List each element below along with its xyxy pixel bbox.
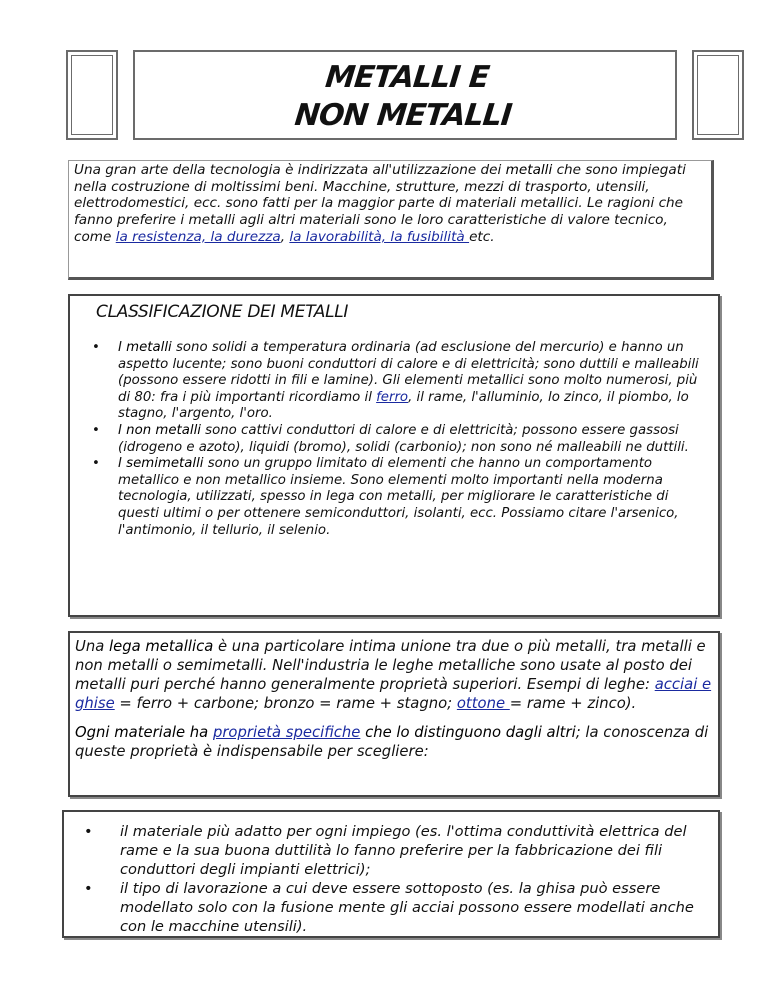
list-item: • I non metalli sono cattivi conduttori di calore e di elettricità; possono essere gassosi (idrogeno e azoto), liquidi (bromo), solidi (carbonio); non sono né malleabili ne duttili. — [118, 423, 712, 456]
list-item: • I semimetalli sono un gruppo limitato di elementi che hanno un comportamento metallico e non metallico insieme. Sono elementi molto importanti nella moderna tecnologia, utilizzati, spesso in lega con metalli, per migliorare le caratteristiche di questi ultimi o per ottenere semiconduttori, isolanti, ecc. Possiamo citare l'arsenico, l'antimonio, il tellurio, il selenio. — [118, 456, 712, 539]
uses-list — [64, 812, 718, 936]
link-resistenza[interactable]: la resistenza, la durezza — [115, 228, 281, 245]
proprieta-paragraph: Ogni materiale ha proprietà specifiche che lo distinguono dagli altri; la conoscenza di queste proprietà è indispensabile per scegliere: — [75, 724, 709, 760]
lega-section — [68, 631, 720, 797]
link-ottone[interactable]: ottone — [456, 695, 510, 712]
link-acciai-ghise[interactable]: acciai e ghise — [75, 676, 712, 712]
left-decor-box — [66, 50, 118, 140]
lega-paragraph: Una lega metallica è una particolare intima unione tra due o più metalli, tra metalli e non metalli o semimetalli. Nell'industria le leghe metalliche sono usate al posto dei metalli puri perché hanno generalmente proprietà superiori. Esempi di leghe: acciai e ghise = ferro + carbone; bronzo = rame + stagno; ottone = rame + zinco). — [75, 638, 712, 712]
link-proprieta-specifiche[interactable]: proprietà specifiche — [212, 724, 361, 741]
classificazione-list — [70, 340, 720, 539]
uses-section — [62, 810, 720, 938]
title-box — [133, 50, 677, 140]
page-title: METALLI E NON METALLI — [293, 60, 514, 133]
list-item: • il materiale più adatto per ogni impiego (es. l'ottima conduttività elettrica del rame e la sua buona duttilità lo fanno preferire per la fabbricazione dei fili conduttori degli impianti elettrici); — [120, 822, 710, 879]
link-ferro[interactable]: ferro — [376, 389, 409, 405]
list-item: • il tipo di lavorazione a cui deve essere sottoposto (es. la ghisa può essere modellato solo con la fusione mente gli acciai possono essere modellati anche con le macchine utensili). — [120, 879, 710, 936]
section-heading: CLASSIFICAZIONE DEI METALLI — [96, 302, 349, 322]
link-lavorabilita[interactable]: la lavorabilità, la fusibilità — [289, 228, 470, 245]
intro-paragraph: Una gran arte della tecnologia è indirizzata all'utilizzazione dei metalli che sono impiegati nella costruzione di moltissimi beni. Macchine, strutture, mezzi di trasporto, utensili, elettrodomestici, ecc. sono fatti per la maggior parte di materiali metallici. Le ragioni che fanno preferire i metalli agli altri materiali sono le loro caratteristiche di valore tecnico, come la resistenza, la durezza, la lavorabilità, la fusibilità etc. — [68, 160, 714, 280]
right-decor-box — [692, 50, 744, 140]
classificazione-section — [68, 294, 720, 617]
list-item: • I metalli sono solidi a temperatura ordinaria (ad esclusione del mercurio) e hanno un aspetto lucente; sono buoni conduttori di calore e di elettricità; sono duttili e malleabili (possono essere ridotti in fili e lamine). Gli elementi metallici sono molto numerosi, più di 80: fra i più importanti ricordiamo il ferro, il rame, l'alluminio, lo zinco, il piombo, lo stagno, l'argento, l'oro. — [118, 340, 712, 423]
